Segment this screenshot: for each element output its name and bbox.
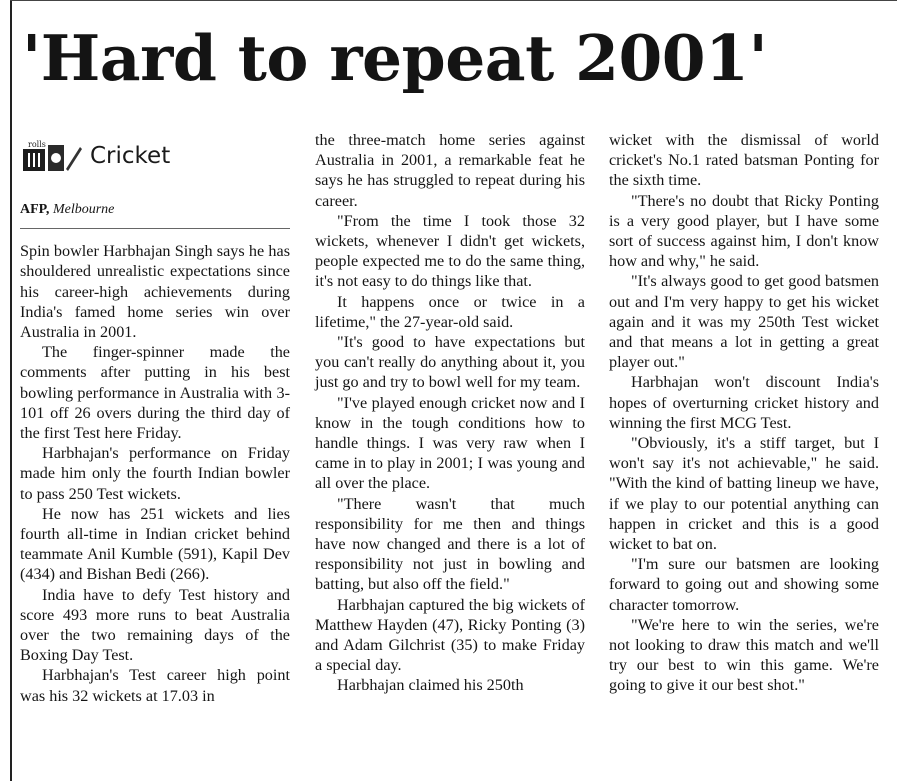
top-border-rule (10, 0, 897, 1)
section-header (20, 138, 290, 174)
paragraph: Harbhajan's performance on Friday made him only the fourth Indian bowler to pass 250 Test wickets. (20, 444, 290, 503)
paragraph: Spin bowler Harbhajan Singh says he has shouldered unrealistic expectations since his career-high achievements during India's famed home series win over Australia in 2001. (20, 242, 290, 342)
paragraph: "It's good to have expectations but you can't really do anything about it, you just go and try to bowl well for my team. (315, 333, 585, 392)
paragraph: "From the time I took those 32 wickets, whenever I didn't get wickets, people expected me to do the same thing, it's not easy to do things like that. (315, 211, 585, 291)
paragraph: Harbhajan claimed his 250th (337, 676, 524, 695)
byline-agency: AFP, (20, 202, 50, 217)
column-2 (315, 130, 585, 696)
paragraph: Harbhajan's Test career high point was his 32 wickets at 17.03 in (20, 666, 290, 705)
paragraph: "It's always good to get good batsmen out and I'm very happy to get his wicket again and it was my 250th Test wicket and that means a lot in getting a great player out." (609, 272, 879, 372)
paragraph: "We're here to win the series, we're not looking to draw this match and we'll try our best to win this game. We're going to give it our best shot." (609, 615, 879, 695)
paragraph: The finger-spinner made the comments after putting in his best bowling performance in Australia with 3-101 off 26 overs during the third day of the first Test here Friday. (20, 343, 290, 443)
left-border-rule (10, 0, 12, 781)
paragraph: "There wasn't that much responsibility for me then and things have now changed and there is a lot of responsibility not just in bowling and batting, but also off the field." (315, 494, 585, 594)
column-3 (609, 130, 879, 696)
paragraph: It happens once or twice in a lifetime," the 27-year-old said. (315, 292, 585, 331)
paragraph: "I've played enough cricket now and I know in the tough conditions how to handle things. I was very raw when I came in to play in 2001; I was young and all over the place. (315, 393, 585, 493)
paragraph: He now has 251 wickets and lies fourth all-time in Indian cricket behind teammate Anil Kumble (591), Kapil Dev (434) and Bishan Bedi (266). (20, 504, 290, 584)
paragraph: Harbhajan captured the big wickets of Matthew Hayden (47), Ricky Ponting (3) and Adam Gilchrist (35) to make Friday a special day. (315, 595, 585, 675)
byline (20, 200, 290, 220)
paragraph: Harbhajan won't discount India's hopes of overturning cricket history and winning the first MCG Test. (609, 373, 879, 432)
paragraph: India have to defy Test history and score 493 more runs to beat Australia over the two remaining days of the Boxing Day Test. (20, 585, 290, 665)
svg-text:rolls: rolls (28, 140, 46, 149)
cricket-icon (20, 139, 84, 173)
headline: 'Hard to repeat 2001' (22, 21, 768, 95)
paragraph: wicket with the dismissal of world cricket's No.1 rated batsman Ponting for the sixth time. (609, 131, 879, 190)
byline-place: Melbourne (52, 202, 115, 217)
column-1 (20, 138, 290, 706)
byline-rule (20, 228, 290, 229)
paragraph: the three-match home series against Australia in 2001, a remarkable feat he says he has struggled to repeat during his career. (315, 131, 585, 210)
section-label: Cricket (90, 142, 171, 169)
paragraph: "Obviously, it's a stiff target, but I won't say it's not achievable," he said. "With the kind of batting lineup we have, if we play to our potential anything can happen in cricket and this is a good wicket to bat on. (609, 434, 879, 554)
paragraph: "I'm sure our batsmen are looking forward to going out and showing some character tomorrow. (609, 555, 879, 614)
paragraph: "There's no doubt that Ricky Ponting is a very good player, but I have some sort of success against him, I don't know how and why," he said. (609, 191, 879, 271)
